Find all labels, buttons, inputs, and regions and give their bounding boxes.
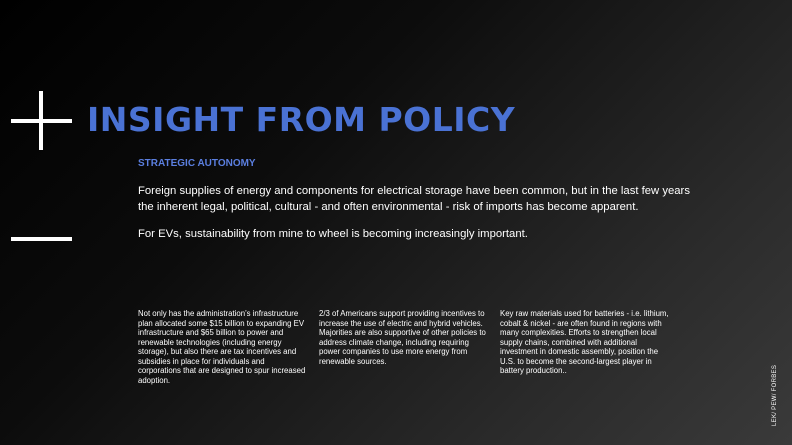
slide-subtitle: STRATEGIC AUTONOMY (138, 158, 256, 169)
plus-icon-vertical-bar (39, 91, 43, 150)
intro-paragraph: Foreign supplies of energy and components for electrical storage have been common, but in the last few years the inherent legal, political, cultural - and often environmental - risk of imports has become apparent. (138, 185, 690, 213)
raw-materials-column: Key raw materials used for batteries - i.e. lithium, cobalt & nickel - are often found in regions with many complexities. Efforts to strengthen local supply chains, combined with additional investment in domestic assembly, position the U.S. to become the second-largest player in battery production.. (500, 309, 669, 375)
source-citation: LEK/ PEW/ FORBES (772, 364, 778, 426)
minus-icon (11, 237, 72, 241)
slide-title: INSIGHT FROM POLICY (87, 100, 516, 139)
sustainability-paragraph: For EVs, sustainability from mine to wheel is becoming increasingly important. (138, 228, 528, 240)
infrastructure-column: Not only has the administration’s infrastructure plan allocated some $15 billion to expanding EV infrastructure and $65 billion to power and renewable technologies (including energy storage), but also there are tax incentives and subsidies in place for individuals and corporations that are designed to spur increased adoption. (138, 309, 306, 385)
public-support-column: 2/3 of Americans support providing incentives to increase the use of electric and hybrid vehicles. Majorities are also supportive of other policies to address climate change, including requiring power companies to use more energy from renewable sources. (319, 309, 486, 366)
